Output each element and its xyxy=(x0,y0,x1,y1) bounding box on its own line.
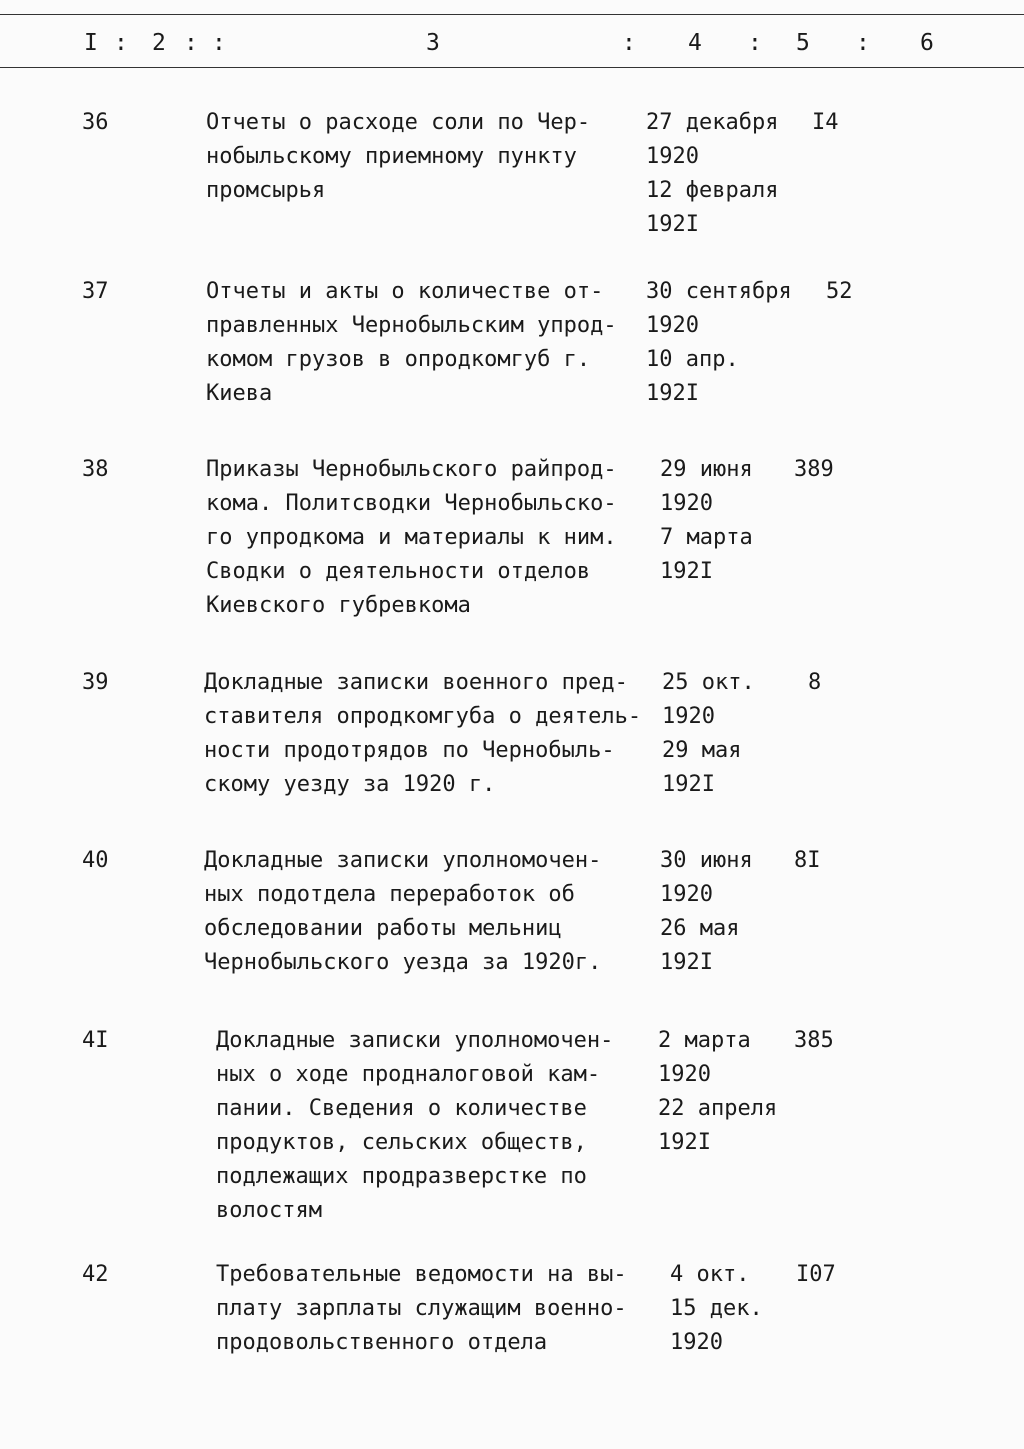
date-line: 7 марта xyxy=(660,525,753,550)
row-title xyxy=(206,275,617,411)
title-line: Докладные записки уполномочен- xyxy=(204,848,602,873)
sheet-count: 8I xyxy=(794,848,821,873)
header-col-6: 6 xyxy=(920,30,934,56)
title-line: Киевского губревкома xyxy=(206,593,471,618)
title-line: Докладные записки уполномочен- xyxy=(216,1028,614,1053)
date-line: 1920 xyxy=(646,313,699,338)
date-line: 10 апр. xyxy=(646,347,739,372)
row-title xyxy=(206,453,617,623)
date-line: 15 дек. xyxy=(670,1296,763,1321)
row-number: 4I xyxy=(82,1028,109,1053)
date-line: 22 апреля xyxy=(658,1096,778,1121)
date-line: 192I xyxy=(646,212,699,237)
row-title xyxy=(216,1258,627,1360)
date-line: 192I xyxy=(646,381,699,406)
column-header xyxy=(0,0,1024,70)
row-number: 38 xyxy=(82,457,109,482)
title-line: ставителя опродкомгуба о деятель- xyxy=(204,704,642,729)
row-title xyxy=(204,844,601,980)
title-line: Чернобыльского уезда за 1920г. xyxy=(204,950,602,975)
date-line: 25 окт. xyxy=(662,670,755,695)
row-dates xyxy=(670,1258,763,1360)
date-line: 192I xyxy=(660,559,713,584)
header-separator: : xyxy=(212,30,226,56)
title-line: Докладные записки военного пред- xyxy=(204,670,628,695)
title-line: Отчеты и акты о количестве от- xyxy=(206,279,604,304)
header-top-rule xyxy=(0,14,1024,15)
date-line: 1920 xyxy=(660,882,713,907)
title-line: обследовании работы мельниц xyxy=(204,916,562,941)
header-separator: : xyxy=(748,30,762,56)
sheet-count: 8 xyxy=(808,670,822,695)
sheet-count: 52 xyxy=(826,279,853,304)
title-line: плату зарплаты служащим военно- xyxy=(216,1296,627,1321)
header-separator: : xyxy=(184,30,198,56)
header-col-4: 4 xyxy=(688,30,702,56)
header-col-2: 2 xyxy=(152,30,166,56)
title-line: ных подотдела переработок об xyxy=(204,882,575,907)
title-line: кома. Политсводки Чернобыльско- xyxy=(206,491,617,516)
row-dates xyxy=(646,275,792,411)
sheet-count: I4 xyxy=(812,110,839,135)
header-col-5: 5 xyxy=(796,30,810,56)
row-dates xyxy=(660,844,753,980)
title-line: комом грузов в опродкомгуб г. xyxy=(206,347,591,372)
row-number: 39 xyxy=(82,670,109,695)
sheet-count: 385 xyxy=(794,1028,834,1053)
row-title xyxy=(204,666,641,802)
header-col-1: I xyxy=(84,30,98,56)
title-line: Приказы Чернобыльского райпрод- xyxy=(206,457,617,482)
date-line: 192I xyxy=(658,1130,711,1155)
date-line: 1920 xyxy=(662,704,715,729)
date-line: 1920 xyxy=(646,144,699,169)
title-line: Сводки о деятельности отделов xyxy=(206,559,591,584)
title-line: промсырья xyxy=(206,178,326,203)
date-line: 27 декабря xyxy=(646,110,779,135)
title-line: пании. Сведения о количестве xyxy=(216,1096,587,1121)
date-line: 192I xyxy=(660,950,713,975)
header-col-3: 3 xyxy=(426,30,440,56)
header-separator: : xyxy=(856,30,870,56)
date-line: 29 мая xyxy=(662,738,742,763)
row-title xyxy=(206,106,590,208)
title-line: продовольственного отдела xyxy=(216,1330,548,1355)
date-line: 1920 xyxy=(670,1330,723,1355)
row-dates xyxy=(662,666,755,802)
row-dates xyxy=(658,1024,777,1160)
date-line: 2 марта xyxy=(658,1028,751,1053)
date-line: 192I xyxy=(662,772,715,797)
title-line: волостям xyxy=(216,1198,322,1223)
title-line: ных о ходе продналоговой кам- xyxy=(216,1062,601,1087)
title-line: продуктов, сельских обществ, xyxy=(216,1130,587,1155)
date-line: 30 сентября xyxy=(646,279,792,304)
header-separator: : xyxy=(622,30,636,56)
title-line: Киева xyxy=(206,381,273,406)
title-line: Отчеты о расходе соли по Чер- xyxy=(206,110,591,135)
date-line: 26 мая xyxy=(660,916,740,941)
row-number: 42 xyxy=(82,1262,109,1287)
row-dates xyxy=(660,453,753,589)
row-dates xyxy=(646,106,778,242)
row-title xyxy=(216,1024,613,1228)
title-line: скому уезду за 1920 г. xyxy=(204,772,496,797)
header-bottom-rule xyxy=(0,67,1024,68)
header-separator: : xyxy=(114,30,128,56)
date-line: 1920 xyxy=(658,1062,711,1087)
title-line: ности продотрядов по Чернобыль- xyxy=(204,738,615,763)
title-line: подлежащих продразверстке по xyxy=(216,1164,587,1189)
row-number: 37 xyxy=(82,279,109,304)
row-number: 40 xyxy=(82,848,109,873)
row-number: 36 xyxy=(82,110,109,135)
date-line: 30 июня xyxy=(660,848,753,873)
date-line: 29 июня xyxy=(660,457,753,482)
date-line: 12 февраля xyxy=(646,178,779,203)
title-line: правленных Чернобыльским упрод- xyxy=(206,313,617,338)
date-line: 1920 xyxy=(660,491,713,516)
title-line: Требовательные ведомости на вы- xyxy=(216,1262,627,1287)
title-line: нобыльскому приемному пункту xyxy=(206,144,577,169)
title-line: го упродкома и материалы к ним. xyxy=(206,525,617,550)
date-line: 4 окт. xyxy=(670,1262,750,1287)
sheet-count: I07 xyxy=(796,1262,836,1287)
sheet-count: 389 xyxy=(794,457,834,482)
